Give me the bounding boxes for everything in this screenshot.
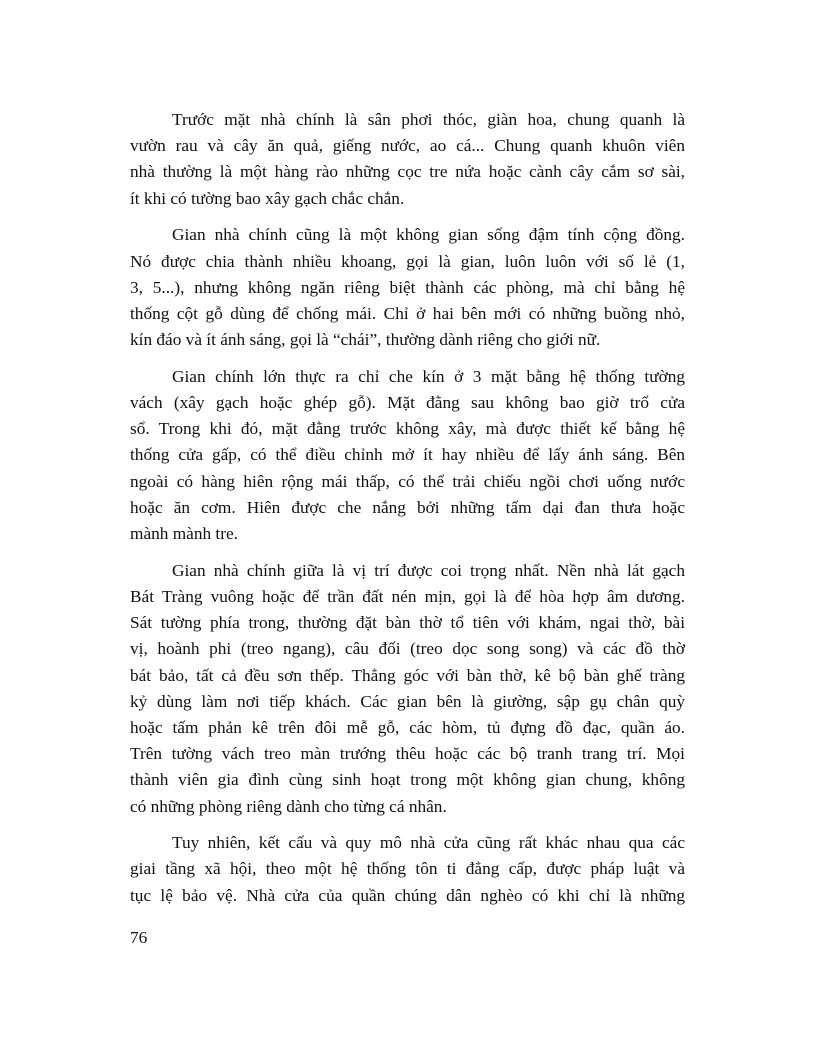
text-line: kín đáo và ít ánh sáng, gọi là “chái”, thường dành riêng cho giới nữ. [130,330,601,350]
text-line: vị, hoành phi (treo ngang), câu đối (treo dọc song song) và các đồ thờ [130,639,685,659]
text-line: Gian chính lớn thực ra chỉ che kín ở 3 mặt bằng hệ thống tường [172,366,685,386]
text-line: hoặc tấm phản kê trên đôi mễ gỗ, các hòm, tủ đựng đồ đạc, quần áo. [130,717,685,737]
text-line: tục lệ bảo vệ. Nhà cửa của quần chúng dân nghèo có khi chỉ là những [130,885,685,905]
text-line: sổ. Trong khi đó, mặt đằng trước không xây, mà được thiết kế bằng hệ [130,419,685,439]
text-line: Gian nhà chính cũng là một không gian sống đậm tính cộng đồng. [172,225,685,245]
page-body [130,107,685,919]
paragraph-2 [130,222,685,353]
text-line: Bát Tràng vuông hoặc để trần đất nén mịn, gọi là để hòa hợp âm dương. [130,586,685,606]
text-line: ngoài có hàng hiên rộng mái thấp, có thể trải chiếu ngồi chơi uống nước [130,471,685,491]
text-line: vách (xây gạch hoặc ghép gỗ). Mặt đằng sau không bao giờ trổ cửa [130,393,685,413]
text-line: thống cột gỗ dùng để chống mái. Chỉ ở hai bên mới có những buồng nhỏ, [130,303,685,323]
text-line: Sát tường phía trong, thường đặt bàn thờ tổ tiên với khám, ngai thờ, bài [130,613,685,633]
paragraph-4 [130,558,685,820]
text-line: mành mành tre. [130,524,238,544]
text-line: có những phòng riêng dành cho từng cá nhân. [130,796,447,816]
text-line: hoặc ăn cơm. Hiên được che nắng bởi những tấm dại đan thưa hoặc [130,497,685,517]
page-number: 76 [130,928,148,947]
text-line: thống cửa gấp, có thể điều chỉnh mở ít hay nhiều để lấy ánh sáng. Bên [130,445,685,465]
text-line: 3, 5...), nhưng không ngăn riêng biệt thành các phòng, mà chỉ bằng hệ [130,277,685,297]
text-line: Trước mặt nhà chính là sân phơi thóc, giàn hoa, chung quanh là [172,110,685,129]
text-line: Nó được chia thành nhiều khoang, gọi là gian, luôn luôn với số lẻ (1, [130,251,685,271]
text-line: nhà thường là một hàng rào những cọc tre nứa hoặc cành cây cắm sơ sài, [130,162,685,182]
text-line: vườn rau và cây ăn quả, giếng nước, ao cá... Chung quanh khuôn viên [130,136,685,156]
text-line: kỷ dùng làm nơi tiếp khách. Các gian bên là giường, sập gụ chân quỳ [130,691,685,711]
text-line: ít khi có tường bao xây gạch chắc chắn. [130,188,405,208]
text-line: Gian nhà chính giữa là vị trí được coi trọng nhất. Nền nhà lát gạch [172,560,685,580]
text-line: thành viên gia đình cùng sinh hoạt trong một không gian chung, không [130,770,685,790]
text-line: bát bảo, tất cả đều sơn thếp. Thẳng góc với bàn thờ, kê bộ bàn ghế tràng [130,665,685,685]
text-line: Trên tường vách treo màn trướng thêu hoặc các bộ tranh trang trí. Mọi [130,744,685,764]
paragraph-1 [130,107,685,212]
text-line: giai tầng xã hội, theo một hệ thống tôn ti đẳng cấp, được pháp luật và [130,859,685,879]
text-line: Tuy nhiên, kết cấu và quy mô nhà cửa cũng rất khác nhau qua các [172,833,685,853]
paragraph-5 [130,830,685,909]
paragraph-3 [130,364,685,547]
